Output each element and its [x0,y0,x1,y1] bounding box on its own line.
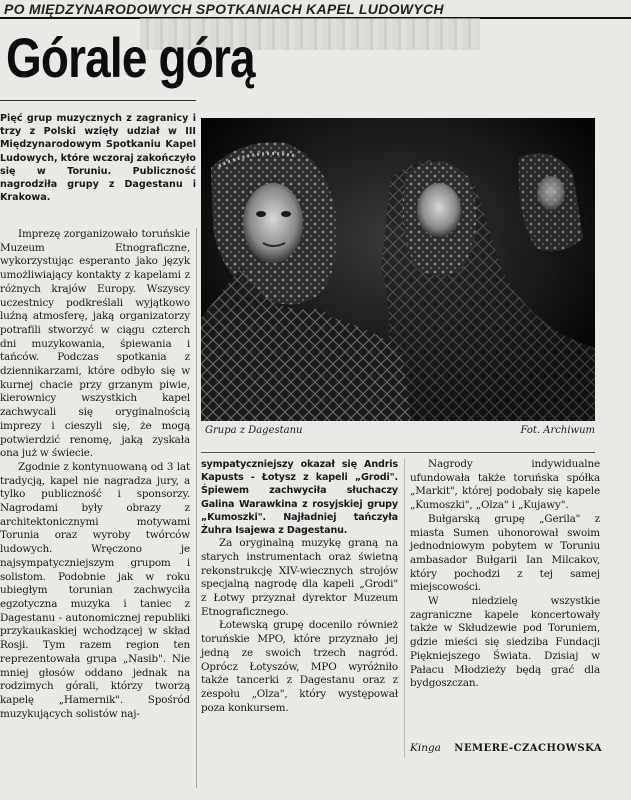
column-rule [196,228,197,788]
paragraph: Imprezę zorganizowało toruńskie Muzeum Etnograficzne, wykorzystując esperanto jako język umożliwiający kontakty z kapelami z różnych krajów Europy. Wszyscy uczestnicy podkreślali wyjątkowo luźną atmosferę, jaką organizatorzy potrafili stworzyć w ciągu czterch dni muzykowania, śpiewania i tańców. Podczas spotkania z dziennikarzami, które odbyło się w kurnej chacie przy grzanym piwie, kierownicy wszystkich kapel zachwycali się oryginalnością imprezy i cieszyli się, że mogą potwierdzić renomę, jaką zyskała ona już w świecie. [0,228,190,460]
article-headline: Górale górą [6,26,255,89]
paragraph: W niedzielę wszystkie zagraniczne kapele koncertowały także w Skłudzewie pod Toruniem, gdzie mieści się siedziba Fundacji Piękniejszego Świata. Dzisiaj w Pałacu Młodzieży będą grać dla bydgoszczan. [410,595,600,690]
author-given-name: Kinga [410,742,441,754]
paragraph: Nagrody indywidualne ufundowała także toruńska spółka „Markit", której podobały się kapele „Kumoszki", „Olza" i „Kujawy". [410,458,600,512]
author-family-name: NEMERE-CZACHOWSKA [454,743,603,754]
article-column-1 [0,228,190,721]
article-column-3 [410,458,600,691]
article-kicker: PO MIĘDZYNARODOWYCH SPOTKANIACH KAPEL LUDOWYCH [4,1,444,17]
paragraph: Zgodnie z kontynuowaną od 3 lat tradycją, kapel nie nagradza jury, a tylko publiczność i sponsorzy. Nagrodami były obrazy z architektonicznymi motywami Torunia oraz wyroby twórców ludowych. Wręczono je najsympatyczniejszym grupom i solistom. Podobnie jak w roku ubiegłym torunian zachwyciła egzotyczna muzyka i taniec z Dagestanu - autonomicznej republiki przykaukaskiej wchodzącej w skład Rosji. Tym razem region ten reprezentowała grupa „Nasib". Nie mniej głosów oddano jednak na rodzimych górali, którzy tworzą kapelę „Hamernik". Spośród muzykujących solistów naj- [0,460,190,720]
paragraph: Za oryginalną muzykę graną na starych instrumentach oraz świetną rekonstrukcję XIV-wiecznych strojów specjalną nagrodę dla kapeli „Grodi" z Łotwy przyznał dyrektor Muzeum Etnograficznego. [201,537,398,618]
paragraph: Łotewską grupę docenilo również toruńskie MPO, które przyznało jej jedną ze swoich trzech nagród. Oprócz Łotyszów, MPO wyróżniło także tancerki z Dagestanu oraz z zespołu „Olza", który występował poza konkursem. [201,619,398,714]
article-lead: Pięć grup muzycznych z zagranicy i trzy z Polski wzięły udział w III Międzynarodowym Spotkaniu Kapel Ludowych, które wczoraj zakończyło się w Toruniu. Publiczność nagrodziła grupy z Dagestanu i Krakowa. [0,113,196,204]
caption-rule [201,452,595,453]
column-rule [404,458,405,758]
paragraph-bold: sympatyczniejszy okazał się Andris Kapusts - Łotysz z kapeli „Grodi". Śpiewem zachwyciła słuchaczy Galina Warawkina z rosyjskiej grupy „Kumoszki". Najładniej tańczyła Żuhra Isajewa z Dagestanu. [201,459,398,537]
lead-divider [0,100,196,101]
photo-caption: Grupa z Dagestanu [205,425,303,436]
photo-credit: Fot. Archiwum [520,425,595,436]
author-signature [410,742,610,754]
paragraph: Bułgarską grupę „Gerila" z miasta Sumen uhonorował swoim jednodniowym pobytem w Toruniu ambasador Bułgarii Ian Milcakov, który pochodzi z tej samej miejscowości. [410,512,600,594]
article-photo [201,118,595,421]
article-column-2 [201,458,398,715]
